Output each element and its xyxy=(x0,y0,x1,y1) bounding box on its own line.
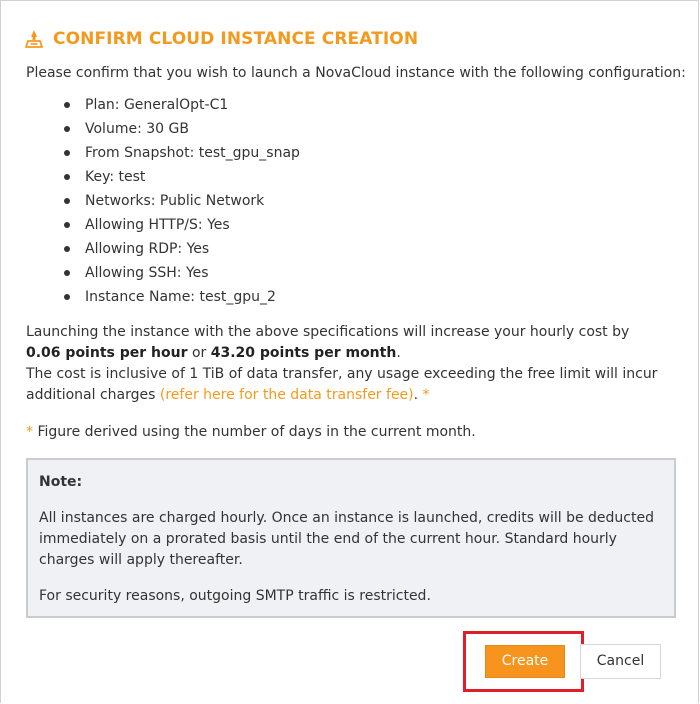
config-item-plan: Plan: GeneralOpt-C1 xyxy=(85,93,300,117)
config-item-volume: Volume: 30 GB xyxy=(85,117,300,141)
note-box xyxy=(26,458,676,618)
create-button[interactable]: Create xyxy=(485,645,565,678)
cost-prefix: Launching the instance with the above specifications will increase your hourly cost by xyxy=(26,324,630,340)
config-item-rdp: Allowing RDP: Yes xyxy=(85,237,300,261)
dialog-title: CONFIRM CLOUD INSTANCE CREATION xyxy=(53,29,419,49)
dialog-header xyxy=(25,27,418,51)
intro-text: Please confirm that you wish to launch a NovaCloud instance with the following configuration: xyxy=(26,65,686,81)
note-billing-text: All instances are charged hourly. Once an instance is launched, credits will be deducted immediately on a prorated basis until the end of the current hour. Standard hourly charges will apply thereafter. xyxy=(39,510,654,568)
footnote xyxy=(26,422,476,443)
transfer-end: . xyxy=(413,387,419,403)
note-smtp-text: For security reasons, outgoing SMTP traffic is restricted. xyxy=(39,588,431,604)
cost-or: or xyxy=(191,345,207,361)
config-item-snapshot: From Snapshot: test_gpu_snap xyxy=(85,141,300,165)
config-item-http: Allowing HTTP/S: Yes xyxy=(85,213,300,237)
config-item-instance-name: Instance Name: test_gpu_2 xyxy=(85,285,300,309)
launch-icon xyxy=(25,29,43,49)
footnote-asterisk: * xyxy=(26,424,33,440)
config-list xyxy=(26,93,300,309)
config-item-ssh: Allowing SSH: Yes xyxy=(85,261,300,285)
cost-period: . xyxy=(396,345,401,361)
cost-hourly: 0.06 points per hour xyxy=(26,345,188,361)
asterisk-marker: * xyxy=(422,387,430,403)
note-title: Note: xyxy=(39,474,83,490)
cancel-button[interactable]: Cancel xyxy=(580,644,661,679)
transfer-text: The cost is inclusive of 1 TiB of data transfer, any usage exceeding the free limit will incur additional charges xyxy=(26,366,658,403)
config-item-networks: Networks: Public Network xyxy=(85,189,300,213)
cost-monthly: 43.20 points per month xyxy=(210,345,397,361)
footnote-text: Figure derived using the number of days in the current month. xyxy=(37,424,476,440)
cost-summary xyxy=(26,322,666,406)
data-transfer-fee-link[interactable]: (refer here for the data transfer fee) xyxy=(159,387,414,403)
config-item-key: Key: test xyxy=(85,165,300,189)
